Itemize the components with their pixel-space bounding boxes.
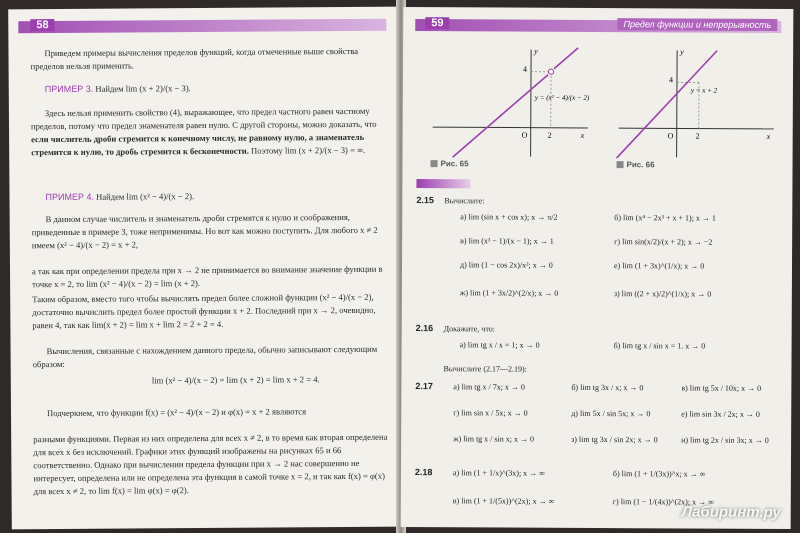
ex215-number: 2.15 — [416, 195, 434, 206]
ex216-item-a: а) lim tg x / x = 1; x → 0 — [459, 340, 540, 350]
ex216-title: Докажите, что: — [443, 324, 495, 334]
ex217-item-h: з) lim tg 3x / sin 2x; x → 0 — [571, 434, 658, 445]
paragraph-3: а так как при определении предела при x → 2 не принимается во внимание значение функции в точке x = 2, то lim (x² − 4)/(x − 2) = lim (x + 2). — [31, 263, 383, 290]
ex215-item-h: з) lim ((2 + x)/2)^(1/x); x → 0 — [613, 289, 712, 299]
paragraph-1-bold: если числитель дроби стремится к конечному числу, не равному нулю, а знаменатель стремится к нулю, то дробь стремится к бесконечности. — [31, 131, 365, 158]
fig66-caption: Рис. 66 — [617, 160, 655, 169]
paragraph-1-tail: Поэтому lim (x + 2)/(x − 3) = ∞. — [250, 144, 366, 156]
fig65-origin: O — [521, 130, 528, 140]
fig65-line-left — [453, 74, 548, 157]
ex217-number: 2.17 — [415, 381, 433, 392]
fig66-x-label: x — [766, 131, 771, 141]
fig65-function-label: y = (x² − 4)/(x − 2) — [534, 93, 590, 102]
example4-task: Найдем lim (x² − 4)/(x − 2). — [96, 191, 195, 202]
example4-title: ПРИМЕР 4. — [45, 191, 94, 203]
ex217-item-c: в) lim tg 5x / 10x; x → 0 — [681, 383, 762, 393]
example3-title: ПРИМЕР 3. — [44, 83, 94, 95]
watermark: Лабиринт.ру — [681, 503, 781, 521]
ex217-item-e: д) lim 5x / sin 5x; x → 0 — [571, 408, 651, 419]
ex215-item-d: г) lim sin(x/2)/(x + 2); x → −2 — [614, 237, 713, 247]
left-page — [8, 7, 400, 530]
right-page-number: 59 — [425, 17, 449, 29]
fig65-line-right — [554, 48, 578, 69]
ex217-item-d: г) lim sin x / 5x; x → 0 — [453, 408, 528, 418]
ex217-item-g: ж) lim tg x / sin x; x → 0 — [453, 434, 535, 444]
section-title: Предел функции и непрерывность — [617, 18, 777, 31]
example4-line — [45, 189, 385, 204]
paragraph-1 — [31, 105, 387, 159]
figure-65 — [423, 41, 594, 160]
fig66-y-axis — [677, 50, 678, 157]
paragraph-7: разными функциями. Первая из них определена для всех x ≠ 2, в то время как вторая определена для всех x без исключений. Графики этих функций изображены на рисунках 65 и 66 соответственно. Однако при вычислении предела функции при x → 2 нас совершенно не интересует, определена или не определена эта функция в самой точке x = 2, и так как f(x) = φ(x) для всех x ≠ 2, то lim f(x) = lim φ(x) = φ(2). — [33, 431, 388, 497]
ex217-item-b: б) lim tg 3x / x; x → 0 — [571, 382, 644, 393]
fig66-y-label: y — [680, 47, 684, 57]
ex217-item-i: и) lim tg 2x / sin 3x; x → 0 — [681, 435, 769, 445]
fig65-y-label: y — [534, 46, 538, 56]
ex215-item-g: ж) lim (1 + 3x/2)^(2/x); x → 0 — [459, 288, 559, 298]
paragraph-1-text: Здесь нельзя применить свойство (4), выражающее, что предел частного равен частному пределов, потому что предел знаменателя равен нулю. С другой стороны, можно доказать, что — [30, 105, 377, 132]
fig66-origin: O — [667, 131, 674, 141]
ex215-item-c: в) lim (x³ − 1)/(x − 1); x → 1 — [460, 236, 554, 246]
fig66-line — [617, 50, 718, 159]
fig66-function-label: y = x + 2 — [690, 86, 718, 95]
ex218-item-a: а) lim (1 + 1/x)^(3x); x → ∞ — [452, 468, 545, 478]
ex218-number: 2.18 — [414, 467, 433, 478]
example3-task: Найдем lim (x + 2)/(x − 3). — [95, 83, 191, 94]
left-page-number: 58 — [30, 19, 54, 31]
ex217-item-a: а) lim tg x / 7x; x → 0 — [453, 382, 525, 392]
ex215-item-e: д) lim (1 − cos 2x)/x²; x → 0 — [459, 260, 553, 270]
fig66-tick-x: 2 — [695, 131, 700, 141]
fig65-x-label: x — [580, 130, 585, 140]
ex216-item-b: б) lim tg x / sin x = 1. x → 0 — [613, 341, 706, 351]
fig66-tick-y: 4 — [668, 75, 674, 85]
left-header-bar — [18, 19, 386, 34]
fig65-tick-y: 4 — [523, 64, 528, 74]
ex218-item-c: в) lim (1 + 1/(5x))^(2x); x → ∞ — [452, 496, 555, 506]
paragraph-4: Таким образом, вместо того чтобы вычислять предел более сложной функции (x² − 4)/(x − 2), достаточно вычислить предел более простой функции x + 2. Последний при x → 2, очевидно, равен 4, так как lim(x + 2) = lim x + lim 2 = 2 + 2 = 4. — [32, 291, 376, 331]
ex215-item-b: б) lim (x⁴ − 2x³ + x + 1); x → 1 — [614, 213, 716, 223]
fig65-caption: Рис. 65 — [431, 159, 469, 168]
fig65-hole-point — [548, 69, 553, 74]
fig66-x-axis — [619, 128, 774, 129]
fig65-y-axis — [531, 50, 532, 157]
right-page — [401, 7, 794, 529]
ex216-number: 2.16 — [415, 323, 434, 334]
ex217-item-f: е) lim sin 3x / 2x; x → 0 — [681, 409, 760, 419]
paragraph-6: Подчеркнем, что функции f(x) = (x² − 4)/(x − 2) и φ(x) = x + 2 являются — [46, 406, 307, 419]
display-formula: lim (x² − 4)/(x − 2) = lim (x + 2) = lim x + 2 = 4. — [151, 374, 320, 386]
figure-66 — [609, 42, 780, 161]
ex218-item-d: г) lim (1 − 1/(4x))^(2x); x → ∞ — [612, 497, 714, 507]
example3-line — [45, 81, 385, 96]
fig65-x-axis — [433, 127, 588, 128]
fig65-tick-x: 2 — [547, 130, 552, 140]
paragraph-2: В данном случае числитель и знаменатель дроби стремятся к нулю и соображения, приведенные в примере 3, тоже неприменимы. Но вот как можно поступить. Для любого x ≠ 2 имеем (x² − 4)/(x − 2) = x + 2, — [31, 211, 378, 251]
ex218-item-b: б) lim (1 + 1/(3x))^x; x → ∞ — [612, 469, 706, 479]
ex217-intro: Вычислите (2.17—2.19): — [443, 364, 527, 374]
ex215-item-f: е) lim (1 + 3x)^(1/x); x → 0 — [613, 261, 705, 271]
paragraph-5: Вычисления, связанные с нахождением данного предела, обычно записывают следующим образом: — [32, 343, 378, 370]
ex215-item-a: а) lim (sin x + cos x); x → π/2 — [460, 212, 558, 222]
intro-paragraph: Приведем примеры вычисления пределов функций, когда отмеченные выше свойства пределов нельзя применить. — [30, 45, 359, 72]
ex215-title: Вычислите: — [444, 196, 485, 206]
exercises-accent-bar — [416, 179, 470, 188]
